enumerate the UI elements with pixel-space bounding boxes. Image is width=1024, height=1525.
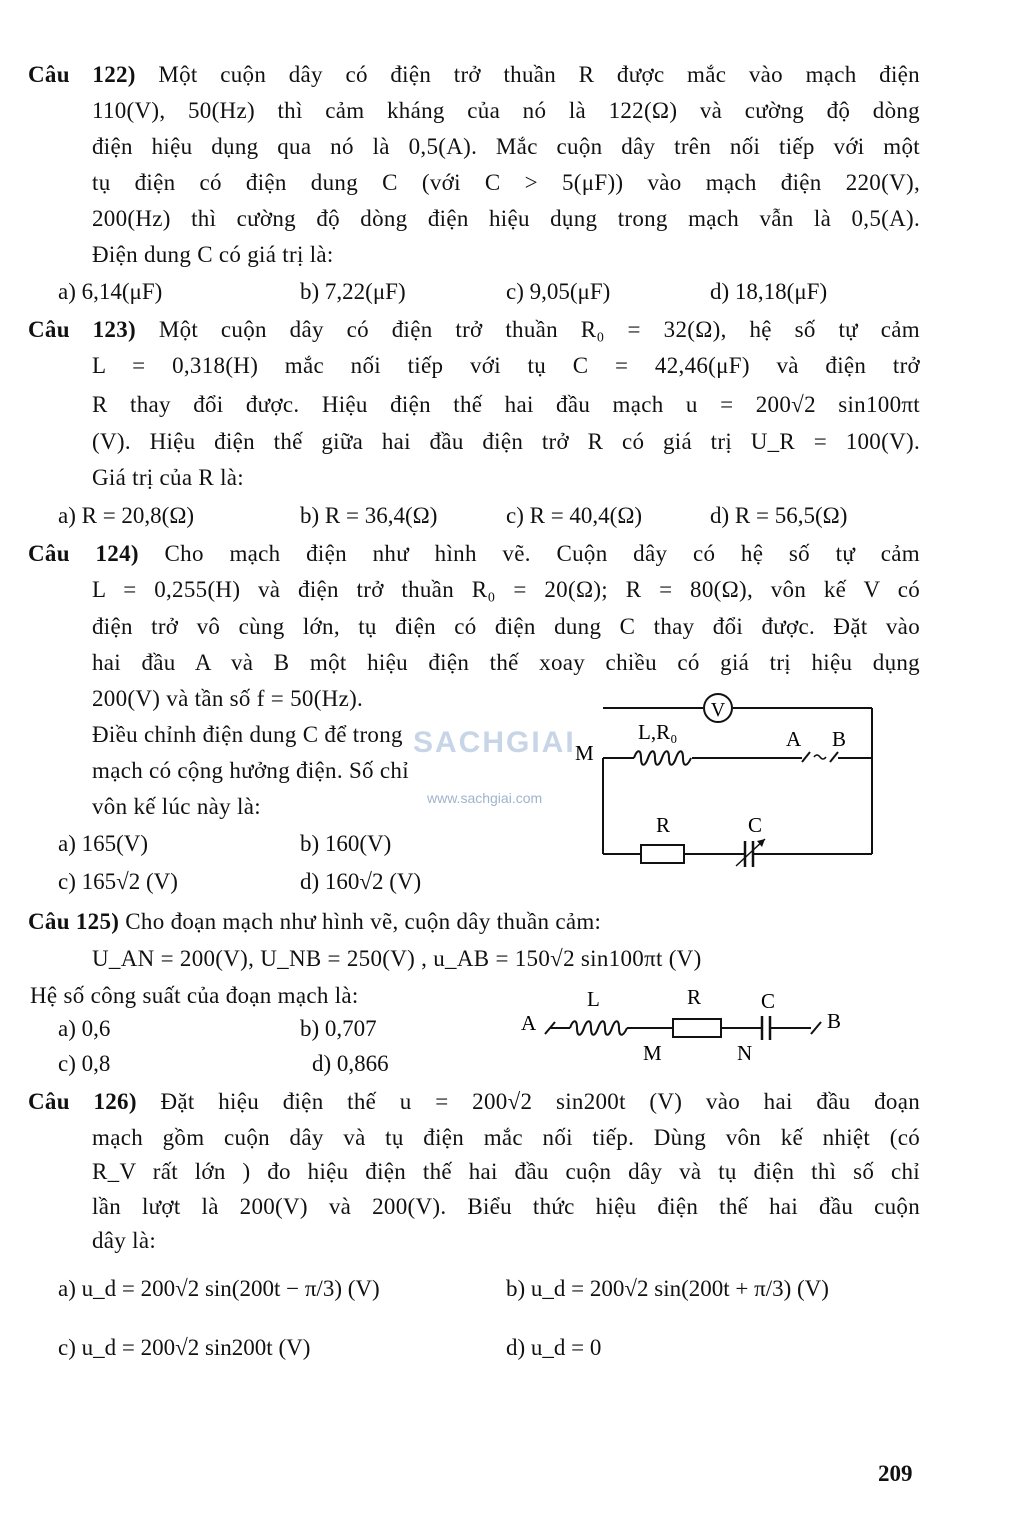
- q125-coil-icon: [570, 1021, 627, 1035]
- q123-line-4: (V). Hiệu điện thế giữa hai đầu điện trở R có giá trị U_R = 100(V).: [92, 429, 920, 454]
- q122-option-d[interactable]: d) 18,18(μF): [710, 279, 828, 304]
- q123-option-a[interactable]: a) R = 20,8(Ω): [58, 503, 195, 528]
- q124-line-7: mạch có cộng hưởng điện. Số chỉ: [92, 758, 409, 783]
- q126-option-b[interactable]: b) u_d = 200√2 sin(200t + π/3) (V): [506, 1276, 829, 1301]
- resistor-icon: [641, 845, 684, 863]
- q122-option-c[interactable]: c) 9,05(μF): [506, 279, 611, 304]
- q125-point-n-label: N: [737, 1041, 753, 1065]
- terminal-a-icon: [802, 752, 810, 762]
- q126-line-5: dây là:: [92, 1228, 157, 1253]
- q124-line-3: điện trở vô cùng lớn, tụ điện có điện dung C thay đổi được. Đặt vào: [92, 614, 920, 639]
- q126-line-4: lần lượt là 200(V) và 200(V). Biểu thức hiệu điện thế hai đầu cuộn: [92, 1194, 920, 1219]
- q126-option-a[interactable]: a) u_d = 200√2 sin(200t − π/3) (V): [58, 1276, 380, 1301]
- q124-option-b[interactable]: b) 160(V): [300, 831, 392, 856]
- q123-option-b[interactable]: b) R = 36,4(Ω): [300, 503, 438, 528]
- q125-line-3: Hệ số công suất của đoạn mạch là:: [30, 983, 359, 1008]
- q126-line-2: mạch gồm cuộn dây và tụ điện mắc nối tiếp. Dùng vôn kế nhiệt (có: [92, 1125, 920, 1150]
- q123-line-2: L = 0,318(H) mắc nối tiếp với tụ C = 42,46(μF) và điện trở: [92, 353, 920, 378]
- q123-line-3: R thay đổi được. Hiệu điện thế hai đầu mạch u = 200√2 sin100πt: [92, 392, 920, 417]
- q122-line-2: 110(V), 50(Hz) thì cảm kháng của nó là 122(Ω) và cường độ dòng: [92, 98, 920, 123]
- q122-line-3: điện hiệu dụng qua nó là 0,5(A). Mắc cuộn dây trên nối tiếp với một: [92, 134, 920, 159]
- q125-option-a[interactable]: a) 0,6: [58, 1016, 111, 1041]
- q122-line-5: 200(Hz) thì cường độ dòng điện hiệu dụng trong mạch vẫn là 0,5(A).: [92, 206, 920, 231]
- q123-option-c[interactable]: c) R = 40,4(Ω): [506, 503, 643, 528]
- q125-capacitor-label: C: [761, 989, 776, 1013]
- q122-label: Câu 122): [28, 62, 136, 87]
- coil-icon: [634, 751, 691, 765]
- ac-source-icon: [814, 755, 826, 759]
- q126-line-1: Câu 126) Đặt hiệu điện thế u = 200√2 sin200t (V) vào hai đầu đoạn: [28, 1089, 920, 1114]
- q123-option-d[interactable]: d) R = 56,5(Ω): [710, 503, 848, 528]
- capacitor-label: C: [748, 813, 763, 837]
- q123-line-5: Giá trị của R là:: [92, 465, 244, 490]
- q124-line-5: 200(V) và tần số f = 50(Hz).: [92, 686, 364, 711]
- q126-line-3: R_V rất lớn ) đo hiệu điện thế hai đầu cuộn dây và tụ điện thì số chỉ: [92, 1159, 920, 1184]
- q122-line-6: Điện dung C có giá trị là:: [92, 242, 334, 267]
- q125-option-c[interactable]: c) 0,8: [58, 1051, 111, 1076]
- q122-option-b[interactable]: b) 7,22(μF): [300, 279, 406, 304]
- q124-line-2: L = 0,255(H) và điện trở thuần R₀ = 20(Ω); R = 80(Ω), vôn kế V có: [92, 577, 920, 602]
- q123-line-1: Câu 123) Một cuộn dây có điện trở thuần R₀ = 32(Ω), hệ số tự cảm: [28, 317, 920, 342]
- q125-point-m-label: M: [643, 1041, 662, 1065]
- q124-option-d[interactable]: d) 160√2 (V): [300, 869, 422, 894]
- q124-line-4: hai đầu A và B một hiệu điện thế xoay chiều có giá trị hiệu dụng: [92, 650, 920, 675]
- q122-line-4: tụ điện có điện dung C (với C > 5(μF)) vào mạch điện 220(V),: [92, 170, 920, 195]
- q126-option-c[interactable]: c) u_d = 200√2 sin200t (V): [58, 1335, 311, 1360]
- q125-resistor-label: R: [687, 985, 702, 1009]
- point-b-label: B: [832, 727, 847, 751]
- watermark-brand: SACHGIAI: [413, 726, 576, 759]
- q125-point-a-label: A: [521, 1011, 537, 1035]
- q123-label: Câu 123): [28, 317, 136, 342]
- q124-line-8: vôn kế lúc này là:: [92, 794, 261, 819]
- q124-circuit-diagram: [570, 690, 880, 880]
- q125-coil-label: L: [587, 987, 600, 1011]
- voltmeter-label: V: [710, 699, 726, 721]
- q125-circuit-diagram: [515, 982, 855, 1070]
- page-number: 209: [878, 1461, 913, 1486]
- q124-option-a[interactable]: a) 165(V): [58, 831, 149, 856]
- q126-option-d[interactable]: d) u_d = 0: [506, 1335, 602, 1360]
- q126-label: Câu 126): [28, 1089, 137, 1114]
- q122-option-a[interactable]: a) 6,14(μF): [58, 279, 163, 304]
- q124-label: Câu 124): [28, 541, 139, 566]
- q125-line-2: U_AN = 200(V), U_NB = 250(V) , u_AB = 150√2 sin100πt (V): [92, 946, 702, 971]
- q125-line-1: Câu 125) Cho đoạn mạch như hình vẽ, cuộn dây thuần cảm:: [28, 909, 602, 934]
- watermark-url: www.sachgiai.com: [427, 790, 543, 806]
- point-a-label: A: [786, 727, 802, 751]
- q125-terminal-b-icon: [811, 1022, 821, 1034]
- resistor-label: R: [656, 813, 671, 837]
- coil-label: L,R₀: [638, 720, 678, 744]
- q125-option-d[interactable]: d) 0,866: [312, 1051, 389, 1076]
- point-m-label: M: [575, 741, 594, 765]
- q124-line-6: Điều chỉnh điện dung C để trong: [92, 722, 403, 747]
- q124-option-c[interactable]: c) 165√2 (V): [58, 869, 178, 894]
- q124-line-1: Câu 124) Cho mạch điện như hình vẽ. Cuộn dây có hệ số tự cảm: [28, 541, 920, 566]
- q125-label: Câu 125): [28, 909, 120, 934]
- q125-point-b-label: B: [827, 1009, 842, 1033]
- terminal-b-icon: [830, 752, 838, 762]
- q125-resistor-icon: [673, 1019, 721, 1037]
- q122-line-1: Câu 122) Một cuộn dây có điện trở thuần R được mắc vào mạch điện: [28, 62, 920, 87]
- q125-option-b[interactable]: b) 0,707: [300, 1016, 377, 1041]
